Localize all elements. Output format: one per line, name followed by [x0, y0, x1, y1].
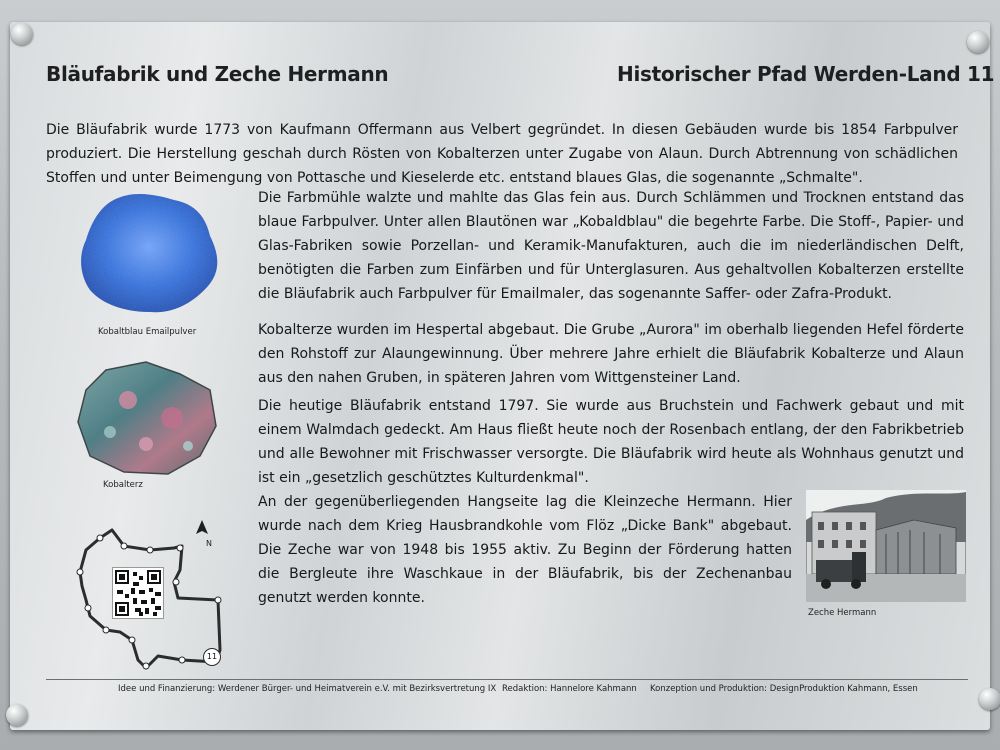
sign-title: Bläufabrik und Zeche Hermann: [46, 62, 389, 86]
mounting-bolt-top-left: [11, 23, 33, 45]
cobalt-powder-image: [78, 190, 222, 320]
map-station-number: 11: [206, 652, 218, 661]
paragraph-farbmuehle: Die Farbmühle walzte und mahlte das Glas fein aus. Durch Schlämmen und Trocknen entstand das blaue Farbpulver. Unter allen Blautönen war „Kobaldblau" die begehrte Farbe. Die Stoff-, Papier- und Glas-Fabriken sowie Porzellan- und Keramik-Manufakturen, auch die im niederländischen Delft, benötigten die Farben zum Einfärben und für Unterglasuren. Aus gehaltvollen Kobalterzen erstellte die Bläufabrik auch Farbpulver für Emailmaler, das sogenannte Saffer- oder Zafra-Produkt.: [258, 190, 964, 302]
footer-funding: Idee und Finanzierung: Werdener Bürger- und Heimatverein e.V. mit Bezirksvertretung IX: [118, 684, 497, 694]
zeche-hermann-photo: [806, 490, 966, 602]
mounting-bolt-bottom-left: [6, 704, 28, 726]
paragraph-kobalterze: Kobalterze wurden im Hespertal abgebaut. Die Grube „Aurora" im oberhalb liegenden Hefel förderte den Rohstoff zur Alaungewinnung. Über mehrere Jahre erhielt die Bläufabrik Kobalterze und Alaun aus den nahen Gruben, in späteren Jahren vom Wittgensteiner Land.: [258, 322, 964, 386]
mounting-bolt-top-right: [967, 31, 989, 53]
cobalt-ore-image: [76, 360, 218, 478]
footer-editor: Redaktion: Hannelore Kahmann: [502, 684, 637, 694]
mounting-bolt-bottom-right: [979, 688, 1000, 710]
paragraph-heutige-blaeufabrik: Die heutige Bläufabrik entstand 1797. Sie wurde aus Bruchstein und Fachwerk gebaut und mit einem Walmdach gedeckt. Am Haus fließt heute noch der Rosenbach entlang, der den Fabrikbetrieb und alle Bewohner mit Frischwasser versorgte. Die Bläufabrik wird heute als Wohnhaus genutzt und ist ein „gesetzlich geschütztes Kulturdenkmal".: [258, 398, 964, 486]
qr-code-icon: [113, 568, 163, 618]
map-station-marker: [203, 648, 221, 666]
footer-divider: [46, 679, 968, 680]
caption-cobalt-ore: Kobalterz: [103, 480, 143, 490]
map-north-label: N: [206, 539, 212, 548]
caption-cobalt-powder: Kobaltblau Emailpulver: [98, 327, 197, 337]
paragraph-zeche-hermann: An der gegenüberliegenden Hangseite lag die Kleinzeche Hermann. Hier wurde nach dem Krieg Hausbrandkohle vom Flöz „Dicke Bank" abgebaut. Die Zeche war von 1948 bis 1955 aktiv. Zu Beginn der Förderung hatten die Bergleute ihre Waschkaue in der Bläufabrik, bis der Zechenanbau genutzt werden konnte.: [258, 494, 792, 606]
trail-name: Historischer Pfad Werden-Land 11: [617, 62, 995, 86]
caption-zeche-hermann: Zeche Hermann: [808, 608, 877, 618]
intro-paragraph: Die Bläufabrik wurde 1773 von Kaufmann Offermann aus Velbert gegründet. In diesen Gebäuden wurde bis 1854 Farbpulver produziert. Die Herstellung geschah durch Rösten von Kobalterzen unter Zugabe von Alaun. Durch Abtrennung von schädlichen Stoffen und unter Beimengung von Pottasche und Kieselerde etc. entstand blaues Glas, die sogenannte „Schmalte".: [46, 122, 958, 186]
north-arrow-icon: [196, 520, 208, 534]
qr-code: [112, 567, 164, 619]
footer-design: Konzeption und Produktion: DesignProduktion Kahmann, Essen: [650, 684, 918, 694]
